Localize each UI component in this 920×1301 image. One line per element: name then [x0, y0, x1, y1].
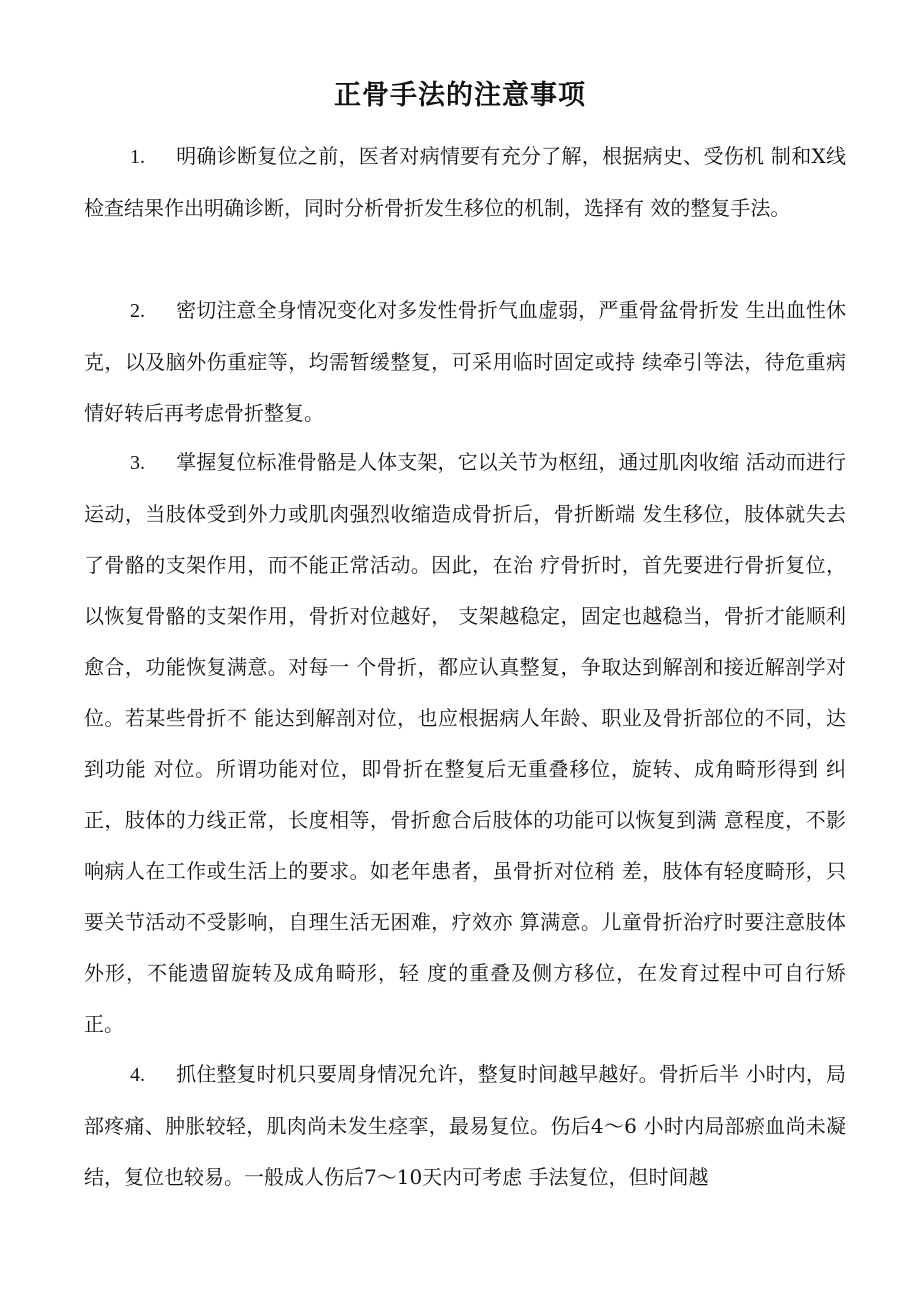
paragraph-text: 抓住整复时机只要周身情况允许，整复时间越早越好。骨折后半 小时内，局部疼痛、肿胀较轻，肌肉尚未发生痉挛，最易复位。伤后4〜6 小时内局部瘀血尚未凝结，复位也较易。一般成人伤后7〜10天内可考虑 手法复位，但时间越: [84, 1062, 846, 1189]
paragraph-number: 3.: [130, 452, 145, 474]
paragraph-text: 掌握复位标准骨骼是人体支架，它以关节为枢纽，通过肌肉收缩 活动而进行运动，当肢体受到外力或肌肉强烈收缩造成骨折后，骨折断端 发生移位，肢体就失去了骨骼的支架作用，而不能正常活动。因此，在治 疗骨折时，首先要进行骨折复位，以恢复骨骼的支架作用，骨折对位越好， 支架越稳定，固定也越稳当，骨折才能顺利愈合，功能恢复满意。对每一 个骨折，都应认真整复，争取达到解剖和接近解剖学对位。若某些骨折不 能达到解剖对位，也应根据病人年龄、职业及骨折部位的不同，达到功能 对位。所谓功能对位，即骨折在整复后无重叠移位，旋转、成角畸形得到 纠正，肢体的力线正常，长度相等，骨折愈合后肢体的功能可以恢复到满 意程度，不影响病人在工作或生活上的要求。如老年患者，虽骨折对位稍 差，肢体有轻度畸形，只要关节活动不受影响，自理生活无困难，疗效亦 算满意。儿童骨折治疗时要注意肢体外形，不能遗留旋转及成角畸形，轻 度的重叠及侧方移位，在发育过程中可自行矫正。: [84, 450, 846, 1036]
paragraph-text: 密切注意全身情况变化对多发性骨折气血虚弱，严重骨盆骨折发 生出血性休克，以及脑外伤重症等，均需暂缓整复，可采用临时固定或持 续牵引等法，待危重病情好转后再考虑骨折整复。: [84, 298, 846, 425]
paragraph-number: 4.: [130, 1064, 145, 1086]
paragraph-number: 2.: [130, 300, 145, 322]
page-title: 正骨手法的注意事项: [334, 80, 586, 111]
paragraph-4: [84, 1049, 846, 1203]
paragraph-2: [84, 285, 846, 439]
paragraph-number: 1.: [130, 146, 145, 168]
paragraph-3: [84, 437, 846, 1050]
paragraph-text: 明确诊断复位之前，医者对病情要有充分了解，根据病史、受伤机 制和X线检查结果作出明确诊断，同时分析骨折发生移位的机制，选择有 效的整复手法。: [84, 144, 846, 220]
paragraph-1: [84, 131, 846, 234]
